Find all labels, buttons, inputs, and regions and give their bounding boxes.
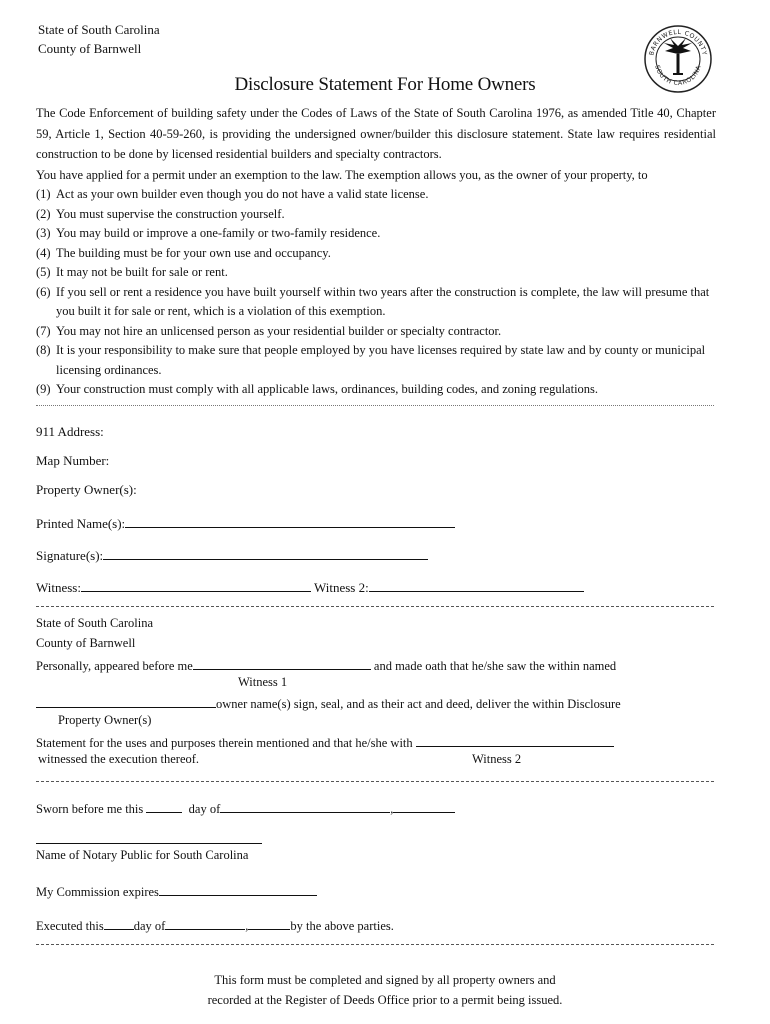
exemption-list (36, 185, 716, 400)
list-item-text: Act as your own builder even though you do not have a valid state license. (56, 187, 429, 201)
executed-row (36, 916, 394, 934)
statement-label: Statement for the uses and purposes therein mentioned and that he/she with (36, 736, 413, 750)
appeared-row (36, 656, 616, 674)
list-item-text: You must supervise the construction yourself. (56, 206, 285, 221)
list-item-text: It may not be built for sale or rent. (56, 265, 228, 279)
signature-field[interactable] (103, 546, 428, 560)
executed-month-field[interactable] (165, 916, 245, 930)
list-item-number: (5) (36, 265, 51, 279)
list-item-number: (8) (36, 343, 51, 357)
signature-label: Signature(s): (36, 548, 104, 563)
witnessed-label: witnessed the execution thereof. (38, 752, 200, 766)
executed-year-field[interactable] (248, 916, 290, 930)
list-item (36, 185, 716, 205)
printed-name-label: Printed Name(s): (36, 516, 126, 531)
divider (36, 944, 714, 945)
list-item-text: You may build or improve a one-family or two-family residence. (56, 226, 381, 240)
footer-line-2: recorded at the Register of Deeds Office prior to a permit being issued. (207, 993, 563, 1007)
list-item (36, 263, 716, 283)
appeared-label: Personally, appeared before me (36, 659, 193, 673)
list-item (36, 380, 716, 400)
owner-sign-row (36, 694, 621, 712)
intro-paragraph-2: You have applied for a permit under an exemption to the law. The exemption allows you, as the owner of your property, to (36, 167, 648, 182)
document-header (38, 20, 160, 58)
oath-state: State of South Carolina (36, 616, 153, 630)
divider (36, 405, 714, 406)
made-oath-label: and made oath that he/she saw the within named (373, 659, 617, 673)
owner-sign-label: owner name(s) sign, seal, and as their act and deed, deliver the within Disclosure (216, 697, 621, 711)
divider (36, 781, 714, 782)
printed-name-field[interactable] (125, 514, 455, 528)
sworn-day-of-label: day of (188, 802, 221, 816)
intro-text (36, 103, 716, 185)
intro-paragraph-1: The Code Enforcement of building safety under the Codes of Laws of the State of South Carolina 1976, as amended Title 40, Chapter 59, Article 1, Section 40-59-260, is providing the undersigned owner/builder this disclosure statement. State law requires residential construction to be done by licensed residential builders and specialty contractors. (36, 106, 716, 161)
witness-2-name-field[interactable] (416, 733, 614, 747)
notary-signature-line[interactable] (36, 843, 262, 844)
address-label: 911 Address: (36, 424, 104, 439)
divider (36, 606, 714, 607)
executed-day-of-label: day of (133, 919, 166, 933)
sworn-row (36, 799, 455, 817)
list-item-text: It is your responsibility to make sure that people employed by you have licenses required by state law and by county or municipal licensing ordinances. (56, 343, 706, 377)
list-item-number: (4) (36, 245, 51, 260)
sworn-year-field[interactable] (393, 799, 455, 813)
list-item-number: (1) (36, 187, 51, 201)
list-item-number: (2) (36, 206, 51, 221)
signature-row (36, 546, 428, 564)
list-item (36, 244, 716, 264)
list-item-text: Your construction must comply with all applicable laws, ordinances, building codes, and zoning regulations. (56, 382, 599, 396)
commission-row (36, 882, 317, 900)
appeared-field[interactable] (193, 656, 371, 670)
commission-field[interactable] (159, 882, 317, 896)
list-item-number: (6) (36, 284, 51, 299)
witness-row (36, 578, 584, 596)
notary-name-label: Name of Notary Public for South Carolina (36, 848, 249, 862)
sworn-comma: , (390, 802, 394, 816)
printed-name-row (36, 514, 455, 532)
list-item (36, 341, 716, 380)
by-parties-label: by the above parties. (290, 919, 394, 933)
seal-top-text: BARNWELL COUNTY (648, 28, 708, 57)
sworn-day-field[interactable] (146, 799, 182, 813)
list-item-text: You may not hire an unlicensed person as your residential builder or specialty contractor. (56, 323, 502, 338)
statement-row (36, 733, 614, 751)
witness-2-label: Witness 2: (314, 580, 369, 595)
seal-bottom-text: SOUTH CAROLINA (653, 64, 703, 88)
witness-2-field[interactable] (369, 578, 584, 592)
executed-label: Executed this (36, 919, 104, 933)
page-title: Disclosure Statement For Home Owners (234, 74, 536, 95)
sworn-month-field[interactable] (220, 799, 390, 813)
property-owner-label: Property Owner(s): (36, 482, 137, 497)
sworn-label: Sworn before me this (36, 802, 144, 816)
map-number-label: Map Number: (36, 453, 110, 468)
palmetto-tree-icon (664, 38, 692, 75)
header-state: State of South Carolina (38, 22, 160, 37)
list-item-text: If you sell or rent a residence you have built yourself within two years after the construction is complete, the law will presume that you built it for sale or rent, which is a violation of this exemption. (56, 284, 710, 318)
witness-label: Witness: (36, 580, 81, 595)
witness-1-caption: Witness 1 (238, 675, 288, 689)
list-item (36, 205, 716, 225)
witness-field[interactable] (81, 578, 311, 592)
list-item-text: The building must be for your own use and occupancy. (56, 245, 331, 260)
footer-note (0, 970, 770, 1010)
list-item-number: (9) (36, 382, 51, 396)
property-owner-caption: Property Owner(s) (58, 713, 152, 727)
list-item-number: (7) (36, 323, 51, 338)
header-county: County of Barnwell (38, 41, 142, 56)
oath-county: County of Barnwell (36, 636, 136, 650)
list-item (36, 322, 716, 342)
executed-day-field[interactable] (104, 916, 134, 930)
footer-line-1: This form must be completed and signed by all property owners and (214, 973, 556, 987)
list-item (36, 224, 716, 244)
witness-2-caption: Witness 2 (472, 752, 522, 766)
list-item-number: (3) (36, 226, 51, 240)
owner-name-field[interactable] (36, 694, 216, 708)
commission-label: My Commission expires (36, 885, 159, 899)
list-item (36, 283, 716, 322)
executed-comma: , (245, 919, 249, 933)
